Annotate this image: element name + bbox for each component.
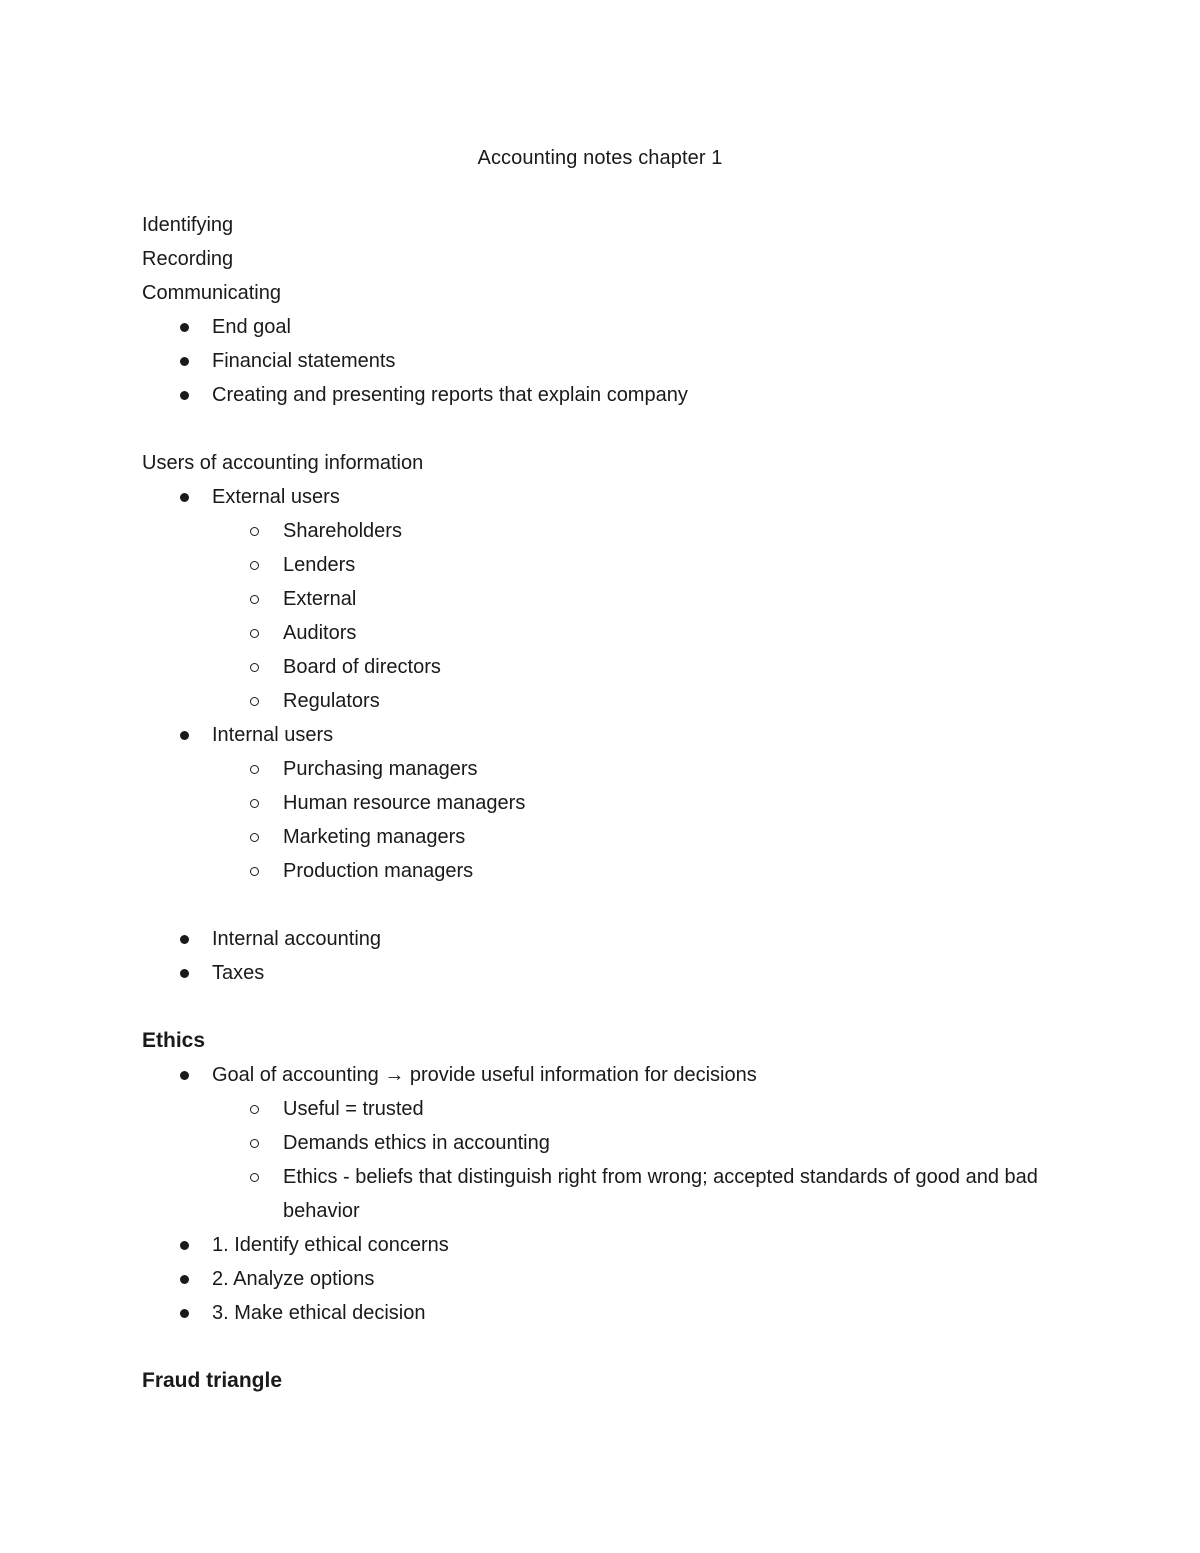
- internal-users-sublist: [212, 752, 1062, 888]
- list-item-goal: [142, 1058, 1062, 1228]
- document-body: [142, 208, 1062, 1398]
- list-item: [142, 1228, 1062, 1262]
- ethics-list: [142, 1058, 1062, 1330]
- list-item-text: Internal users: [212, 724, 334, 746]
- goal-sublist: [212, 1092, 1062, 1228]
- spacer: [142, 1330, 1062, 1364]
- sublist-item: Auditors: [212, 616, 1062, 650]
- users-heading: Users of accounting information: [142, 452, 424, 474]
- sublist-item: Marketing managers: [212, 820, 1062, 854]
- sublist-item: Regulators: [212, 684, 1062, 718]
- sublist-item: Ethics - beliefs that distinguish right from wrong; accepted standards of good and bad behavior: [212, 1160, 1043, 1228]
- sublist-item: Production managers: [212, 854, 1062, 888]
- external-users-sublist: [212, 514, 1062, 718]
- list-item-text: 3. Make ethical decision: [212, 1302, 426, 1324]
- spacer: [142, 990, 1062, 1024]
- list-item-text: Financial statements: [212, 350, 396, 372]
- list-item-text: Creating and presenting reports that explain company: [212, 384, 688, 406]
- list-item-text: Internal accounting: [212, 928, 382, 950]
- list-item-text: External users: [212, 486, 340, 508]
- list-item: [142, 310, 1062, 344]
- sublist-item: Purchasing managers: [212, 752, 1062, 786]
- sublist-item: Demands ethics in accounting: [212, 1126, 1062, 1160]
- intro-line: Communicating: [142, 282, 281, 304]
- fraud-heading: Fraud triangle: [142, 1369, 283, 1392]
- intro-line: Identifying: [142, 214, 234, 236]
- sublist-item: Useful = trusted: [212, 1092, 1062, 1126]
- list-item-text: 1. Identify ethical concerns: [212, 1234, 449, 1256]
- sublist-item: Human resource managers: [212, 786, 1062, 820]
- list-item: [142, 378, 1062, 412]
- list-item-text: Taxes: [212, 962, 265, 984]
- more-list: [142, 922, 1062, 990]
- list-item-text: End goal: [212, 316, 291, 338]
- intro-line: Recording: [142, 248, 234, 270]
- document-title: Accounting notes chapter 1: [477, 147, 723, 169]
- list-item: [142, 956, 1062, 990]
- sublist-item: External: [212, 582, 1062, 616]
- list-item: [142, 1296, 1062, 1330]
- sublist-item: Lenders: [212, 548, 1062, 582]
- ethics-heading: Ethics: [142, 1029, 206, 1052]
- spacer: [142, 412, 1062, 446]
- list-item: [142, 344, 1062, 378]
- list-item-text: 2. Analyze options: [212, 1268, 375, 1290]
- spacer: [142, 888, 1062, 922]
- communicating-list: [142, 310, 1062, 412]
- list-item: [142, 922, 1062, 956]
- list-item-internal-users: [142, 718, 1062, 888]
- list-item: [142, 1262, 1062, 1296]
- list-item-text: Goal of accounting → provide useful information for decisions: [212, 1064, 757, 1086]
- sublist-item: Shareholders: [212, 514, 1062, 548]
- list-item-external-users: [142, 480, 1062, 718]
- sublist-item: Board of directors: [212, 650, 1062, 684]
- users-list: [142, 480, 1062, 888]
